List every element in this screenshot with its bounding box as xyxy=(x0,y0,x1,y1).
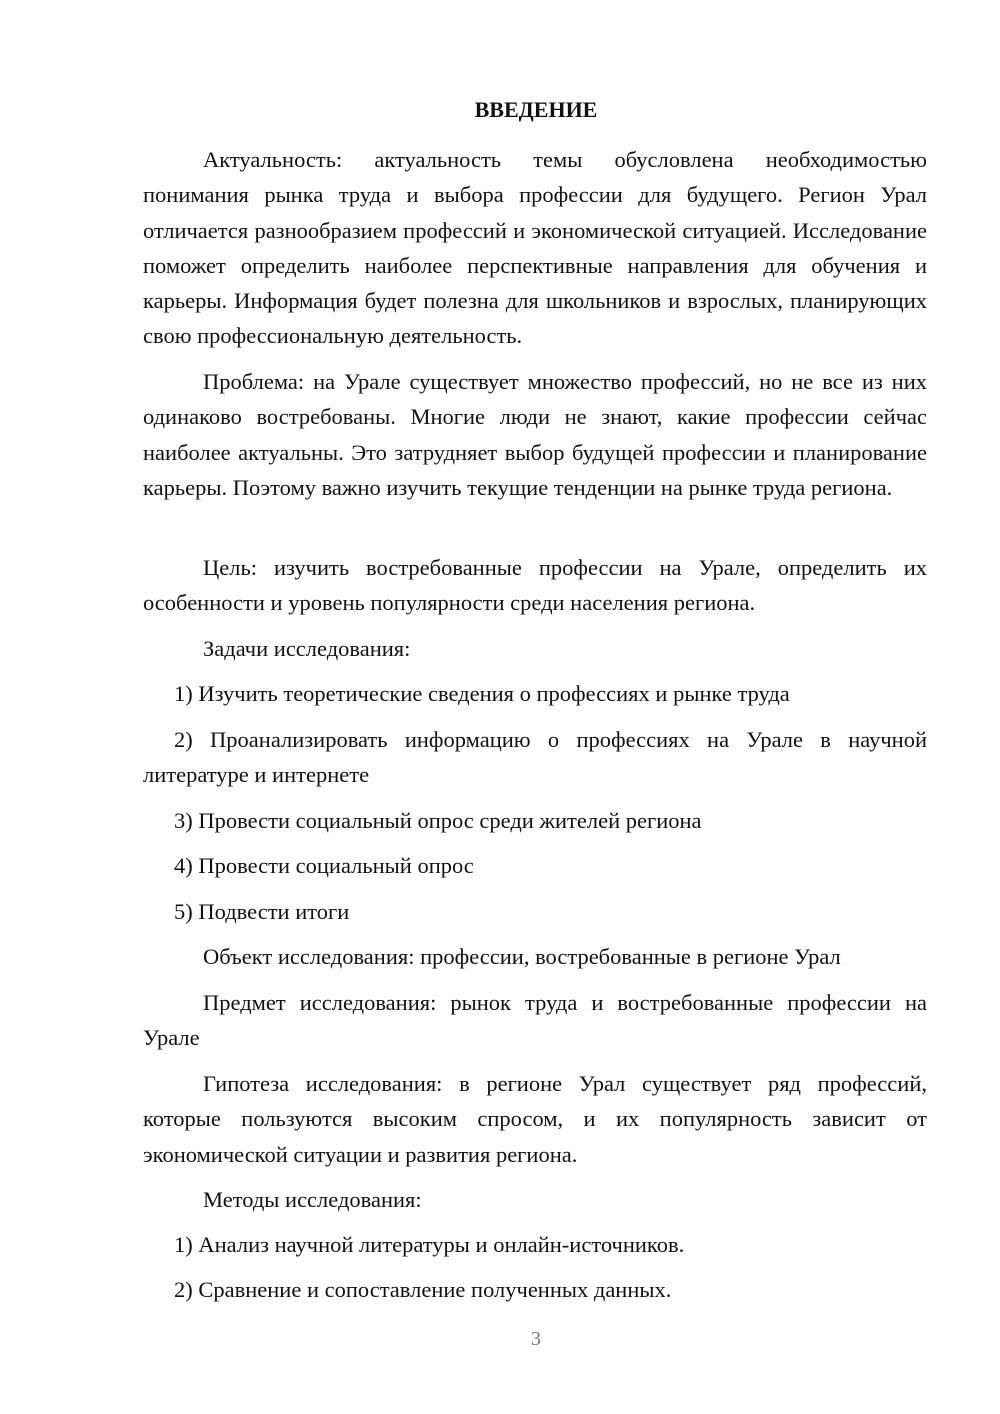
subject-paragraph: Предмет исследования: рынок труда и востребованные профессии на Урале xyxy=(143,990,927,1051)
task-item: 4) Провести социальный опрос xyxy=(174,853,474,878)
page-number: 3 xyxy=(531,1328,541,1350)
tasks-heading: Задачи исследования: xyxy=(203,636,411,661)
task-item: 5) Подвести итоги xyxy=(174,899,350,924)
section-title: ВВЕДЕНИЕ xyxy=(474,97,598,122)
object-paragraph: Объект исследования: профессии, востребованные в регионе Урал xyxy=(203,944,841,969)
problem-paragraph: Проблема: на Урале существует множество профессий, но не все из них одинаково востребованы. Многие люди не знают, какие профессии сейчас наиболее актуальны. Это затрудняет выбор будущей профессии и планирование карьеры. Поэтому важно изучить текущие тенденции на рынке труда региона. xyxy=(143,369,927,500)
goal-paragraph: Цель: изучить востребованные профессии на Урале, определить их особенности и уровень популярности среди населения региона. xyxy=(143,555,927,616)
methods-heading: Методы исследования: xyxy=(203,1187,422,1212)
task-item: 2) Проанализировать информацию о профессиях на Урале в научной литературе и интернете xyxy=(143,727,927,788)
relevance-paragraph: Актуальность: актуальность темы обусловлена необходимостью понимания рынка труда и выбора профессии для будущего. Регион Урал отличается разнообразием профессий и экономической ситуацией. Исследование поможет определить наиболее перспективные направления для обучения и карьеры. Информация будет полезна для школьников и взрослых, планирующих свою профессиональную деятельность. xyxy=(143,147,927,349)
task-item: 1) Изучить теоретические сведения о профессиях и рынке труда xyxy=(174,681,790,706)
method-item: 1) Анализ научной литературы и онлайн-источников. xyxy=(174,1232,685,1257)
task-item: 3) Провести социальный опрос среди жителей региона xyxy=(174,808,702,833)
method-item: 2) Сравнение и сопоставление полученных данных. xyxy=(174,1277,672,1302)
hypothesis-paragraph: Гипотеза исследования: в регионе Урал существует ряд профессий, которые пользуются высоким спросом, и их популярность зависит от экономической ситуации и развития региона. xyxy=(143,1071,927,1167)
